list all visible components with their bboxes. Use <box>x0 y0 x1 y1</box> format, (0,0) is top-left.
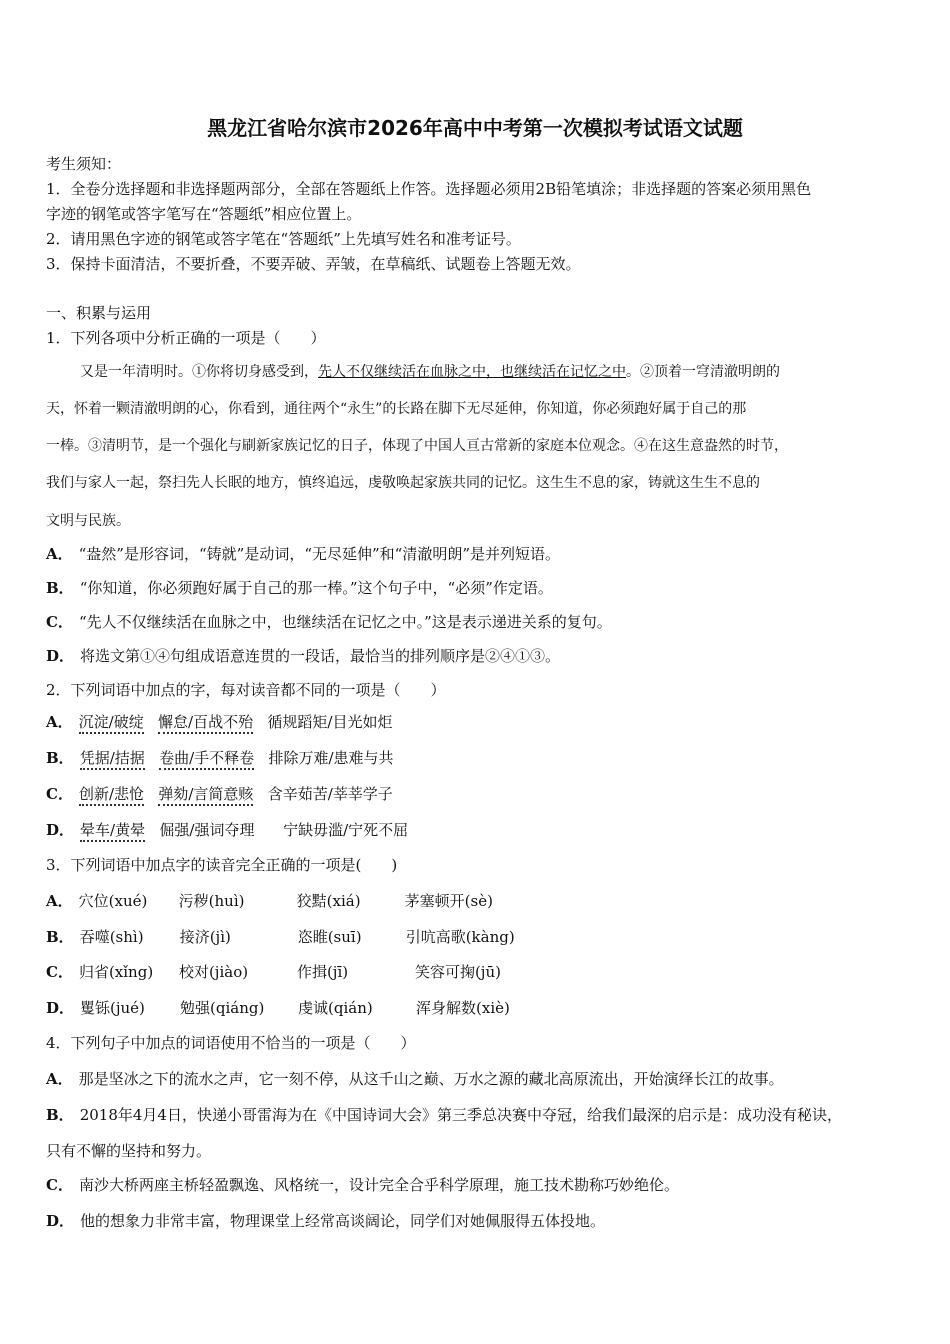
option-word: 晕车/黄晕 <box>80 821 145 842</box>
pinyin-item: 恣睢(suī) <box>297 928 362 946</box>
question-1-stem: 1．下列各项中分析正确的一项是（ ） <box>46 329 326 347</box>
pinyin-item: 作揖(jī) <box>296 963 349 981</box>
question-3-stem: 3．下列词语中加点字的读音完全正确的一项是( ) <box>46 856 398 874</box>
q2-option-d <box>46 819 408 840</box>
passage-line <box>80 361 780 381</box>
option-label: D． <box>46 999 75 1017</box>
q3-option-d <box>46 997 510 1018</box>
notice-heading: 考生须知： <box>46 155 122 173</box>
q3-option-c <box>46 961 501 982</box>
pinyin-item: 穴位(xué) <box>78 892 148 910</box>
option-word: 沉淀/破绽 <box>79 713 144 734</box>
option-word: 循规蹈矩/目光如炬 <box>267 713 393 731</box>
question-4-stem: 4．下列句子中加点的词语使用不恰当的一项是（ ） <box>46 1034 416 1052</box>
option-label: D． <box>46 647 75 665</box>
pinyin-item: 矍铄(jué) <box>80 999 145 1017</box>
option-label: C． <box>46 785 73 803</box>
pinyin-item: 归省(xǐng) <box>78 963 154 981</box>
pinyin-item: 虔诚(qián) <box>298 999 373 1017</box>
option-word: 宁缺毋滥/宁死不屈 <box>283 821 409 839</box>
q3-option-b <box>46 926 515 947</box>
q1-option-c <box>46 611 612 632</box>
option-label: D． <box>46 1212 75 1230</box>
option-word: 凭据/拮据 <box>80 749 145 770</box>
notice-item: 2．请用黑色字迹的钢笔或答字笔在“答题纸”上先填写姓名和准考证号。 <box>46 230 521 248</box>
page-title: 黑龙江省哈尔滨市2026年高中中考第一次模拟考试语文试题 <box>207 116 743 140</box>
q4-option-b-cont: 只有不懈的坚持和努力。 <box>46 1142 212 1160</box>
option-label: C． <box>46 1176 73 1194</box>
option-label: A． <box>46 892 73 910</box>
option-text: “你知道，你必须跑好属于自己的那一棒。”这个句子中，“必须”作定语。 <box>79 579 553 597</box>
option-word: 倔强/强词夺理 <box>159 821 255 839</box>
option-label: B． <box>46 928 74 946</box>
option-label: C． <box>46 963 73 981</box>
q4-option-d <box>46 1210 605 1231</box>
q1-option-d <box>46 645 560 666</box>
option-label: B． <box>46 749 74 767</box>
option-word: 排除万难/患难与共 <box>268 749 394 767</box>
option-word: 卷曲/手不释卷 <box>159 749 254 770</box>
pinyin-item: 狡黠(xiá) <box>296 892 361 910</box>
passage-text: 又是一年清明时。①你将切身感受到， <box>80 364 318 380</box>
option-text: 2018年4月4日，快递小哥雷海为在《中国诗词大会》第三季总决赛中夺冠，给我们最深的启示是：成功没有秘诀， <box>79 1106 842 1124</box>
notice-item: 3．保持卡面清洁，不要折叠，不要弄破、弄皱，在草稿纸、试题卷上答题无效。 <box>46 255 581 273</box>
option-label: B． <box>46 579 74 597</box>
q2-option-b <box>46 747 394 768</box>
passage-line: 天，怀着一颗清澈明朗的心，你看到，通往两个“永生”的长路在脚下无尽延伸，你知道，你必须跑好属于自己的那 <box>46 401 747 417</box>
question-2-stem: 2．下列词语中加点的字，每对读音都不同的一项是（ ） <box>46 681 446 699</box>
passage-text: 。②顶着一穹清澈明朗的 <box>626 364 780 380</box>
pinyin-item: 引吭高歌(kàng) <box>405 928 515 946</box>
pinyin-item: 吞噬(shì) <box>79 928 144 946</box>
passage-line: 一棒。③清明节，是一个强化与刷新家族记忆的日子，体现了中国人亘古常新的家庭本位观念。④在这生意盎然的时节， <box>46 438 788 454</box>
notice-item: 字迹的钢笔或答字笔写在“答题纸”相应位置上。 <box>46 205 362 223</box>
pinyin-item: 校对(jiào) <box>178 963 249 981</box>
pinyin-item: 接济(jì) <box>179 928 231 946</box>
option-text: 南沙大桥两座主桥轻盈飘逸、风格统一，设计完全合乎科学原理，施工技术勘称巧妙绝伦。 <box>78 1176 679 1194</box>
passage-underlined: 先人不仅继续活在血脉之中，也继续活在记忆之中 <box>318 364 626 380</box>
passage-line: 我们与家人一起，祭扫先人长眠的地方，慎终追远，虔敬唤起家族共同的记忆。这生生不息的家，铸就这生生不息的 <box>46 475 760 491</box>
option-label: A． <box>46 545 73 563</box>
option-word: 创新/悲怆 <box>79 785 144 806</box>
option-label: B． <box>46 1106 74 1124</box>
option-text: “先人不仅继续活在血脉之中，也继续活在记忆之中。”这是表示递进关系的复句。 <box>78 613 612 631</box>
option-label: A． <box>46 713 73 731</box>
option-word: 懈怠/百战不殆 <box>158 713 253 734</box>
q4-option-c <box>46 1174 679 1195</box>
option-text: 将选文第①④句组成语意连贯的一段话，最恰当的排列顺序是②④①③。 <box>80 647 561 665</box>
option-word: 弹劾/言简意赅 <box>158 785 253 806</box>
q1-option-b <box>46 577 553 598</box>
option-label: A． <box>46 1070 73 1088</box>
q1-option-a <box>46 543 560 564</box>
q2-option-c <box>46 783 393 804</box>
pinyin-item: 浑身解数(xiè) <box>416 999 510 1017</box>
pinyin-item: 茅塞顿开(sè) <box>404 892 493 910</box>
option-word: 含辛茹苦/莘莘学子 <box>267 785 393 803</box>
pinyin-item: 勉强(qiáng) <box>180 999 265 1017</box>
option-label: D． <box>46 821 75 839</box>
pinyin-item: 笑容可掬(jū) <box>414 963 501 981</box>
q3-option-a <box>46 890 493 911</box>
pinyin-item: 污秽(huì) <box>178 892 245 910</box>
option-text: 他的想象力非常丰富，物理课堂上经常高谈阔论，同学们对她佩服得五体投地。 <box>80 1212 606 1230</box>
q4-option-b <box>46 1104 842 1125</box>
q2-option-a <box>46 711 392 732</box>
option-label: C． <box>46 613 73 631</box>
notice-item: 1．全卷分选择题和非选择题两部分，全部在答题纸上作答。选择题必须用2B铅笔填涂；非选择题的答案必须用黑色 <box>46 180 812 198</box>
option-text: “盎然”是形容词，“铸就”是动词，“无尽延伸”和“清澈明朗”是并列短语。 <box>78 545 560 563</box>
passage-line: 文明与民族。 <box>46 513 130 529</box>
option-text: 那是坚冰之下的流水之声，它一刻不停，从这千山之巅、万水之源的藏北高原流出，开始演绎长江的故事。 <box>78 1070 784 1088</box>
q4-option-a <box>46 1068 784 1089</box>
section-heading: 一、积累与运用 <box>46 304 152 322</box>
